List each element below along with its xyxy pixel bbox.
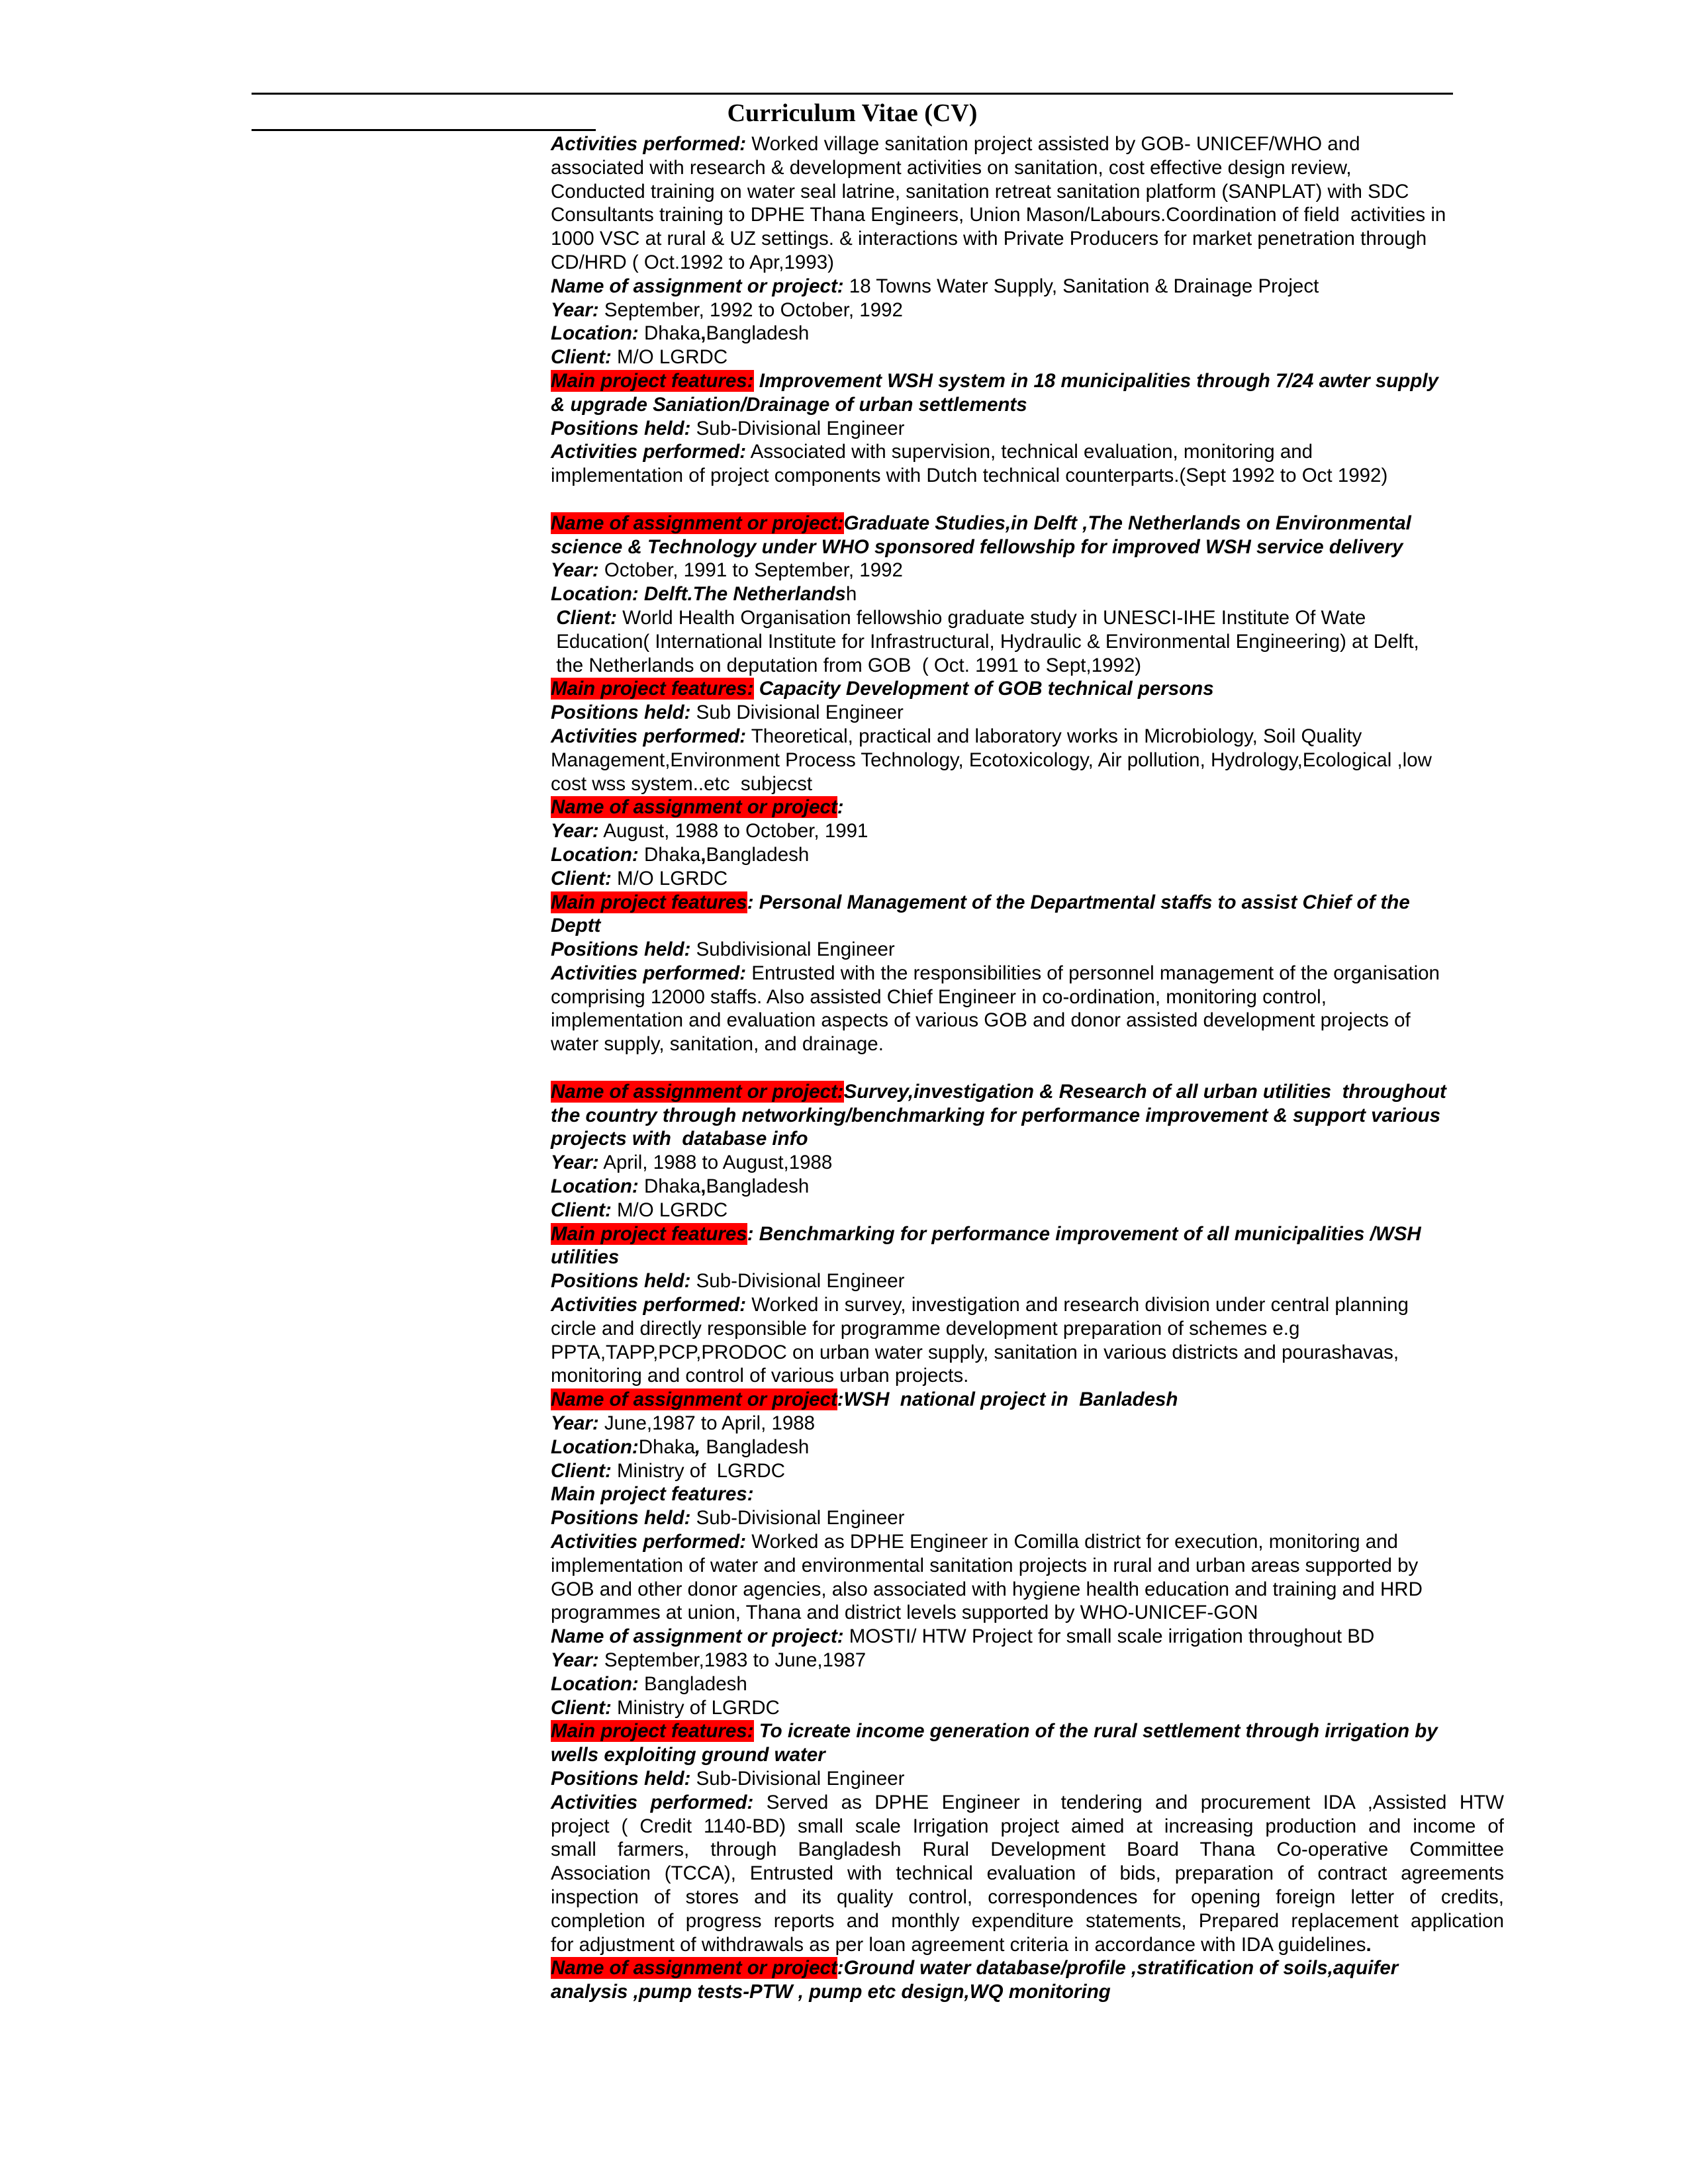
field-label: Location: — [551, 322, 639, 345]
field-value: :Ground water database/profile ,stratification of soils,aquifer — [837, 1957, 1399, 1979]
text-line — [551, 677, 1504, 701]
text-line: the country through networking/benchmarking for performance improvement & support various — [551, 1104, 1441, 1126]
field-value: M/O LGRDC — [611, 346, 728, 369]
text-line — [551, 559, 1504, 582]
field-label: Client: — [551, 1696, 612, 1719]
text-line: associated with research & development activities on sanitation, cost effective design review, — [551, 156, 1352, 179]
text-line — [551, 606, 1504, 630]
field-value: M/O LGRDC — [611, 867, 728, 889]
field-label: Location: Delft.The Netherlands — [551, 583, 846, 606]
spacer — [551, 1056, 1504, 1080]
field-label: Client: — [551, 1199, 612, 1221]
field-label: Activities performed: — [551, 133, 747, 155]
text-line — [551, 891, 1504, 915]
text-line: Conducted training on water seal latrine, sanitation retreat sanitation platform (SANPLAT) with SDC — [551, 180, 1409, 203]
text-line — [551, 867, 1504, 891]
field-label: Year: — [551, 1152, 599, 1174]
text-line: 1000 VSC at rural & UZ settings. & interactions with Private Producers for market penetration through — [551, 228, 1427, 250]
text-line — [551, 369, 1504, 393]
field-value: MOSTI/ HTW Project for small scale irrigation throughout BD — [843, 1625, 1375, 1648]
field-value: October, 1991 to September, 1992 — [598, 559, 903, 582]
field-value: Sub-Divisional Engineer — [690, 1507, 905, 1529]
field-value: Ministry of LGRDC — [611, 1459, 786, 1482]
field-label: Location: — [551, 1672, 639, 1695]
field-label: Name of assignment or project: — [551, 1625, 844, 1648]
text-line: Location: Dhaka,Bangladesh — [551, 1175, 810, 1198]
field-value: To icreate income generation of the rural settlement through irrigation by — [753, 1720, 1438, 1743]
text-line — [551, 1625, 1504, 1649]
text-line — [551, 1080, 1504, 1104]
colon: : — [837, 796, 844, 819]
field-value: Bangladesh — [706, 843, 810, 866]
field-value: Dhaka — [638, 1435, 696, 1458]
text-line: small farmers, through Bangladesh Rural Development Board Thana Co-operative Committee — [551, 1839, 1504, 1861]
field-value: for adjustment of withdrawals as per loan agreement criteria in accordance with IDA guidelines — [551, 1933, 1366, 1956]
text-line — [551, 512, 1504, 535]
field-label: Activities performed: — [551, 1294, 747, 1316]
text-line — [551, 796, 1504, 819]
text-line: project ( Credit 1140-BD) small scale Irrigation project aimed at increasing production and income of — [551, 1815, 1504, 1837]
field-label: Client: — [551, 346, 612, 369]
field-value: World Health Organisation fellowshio graduate study in UNESCI-IHE Institute Of Wate — [616, 606, 1366, 629]
field-value: Worked village sanitation project assisted by GOB- UNICEF/WHO and — [746, 133, 1360, 155]
text-line: implementation of project components with Dutch technical counterparts.(Sept 1992 to Oct 1992) — [551, 465, 1388, 487]
text-line — [551, 1649, 1504, 1672]
text-line: utilities — [551, 1246, 620, 1269]
text-line — [551, 1956, 1504, 1980]
field-value: Capacity Development of GOB technical persons — [753, 678, 1214, 700]
field-value: Worked in survey, investigation and research division under central planning — [746, 1294, 1409, 1316]
field-value: Bangladesh — [706, 322, 810, 345]
text-line: Location:Dhaka, Bangladesh — [551, 1435, 810, 1458]
field-value: Dhaka — [638, 843, 701, 866]
text-line: Location: Dhaka,Bangladesh — [551, 322, 810, 345]
field-value: Subdivisional Engineer — [690, 938, 895, 961]
text-line — [551, 1269, 1504, 1293]
text-line — [551, 582, 1504, 606]
field-value: M/O LGRDC — [611, 1199, 728, 1221]
cv-body — [551, 132, 1504, 2004]
spacer — [551, 488, 1504, 512]
text-line: inspection of stores and its quality control, correspondences for opening foreign letter of credits, — [551, 1886, 1504, 1908]
text-line: CD/HRD ( Oct.1992 to Apr,1993) — [551, 251, 834, 273]
field-value: Dhaka — [638, 1175, 701, 1198]
text-line — [551, 725, 1504, 749]
text-line — [551, 275, 1504, 298]
field-label: Year: — [551, 559, 599, 582]
field-label: Location: — [551, 1175, 639, 1198]
field-value: Bangladesh — [706, 1175, 810, 1198]
text-line: Consultants training to DPHE Thana Engineers, Union Mason/Labours.Coordination of field activities in — [551, 204, 1446, 226]
field-value: Theoretical, practical and laboratory works in Microbiology, Soil Quality — [746, 725, 1362, 747]
field-label: Client: — [551, 867, 612, 889]
text-line: & upgrade Saniation/Drainage of urban settlements — [551, 393, 1027, 416]
field-value: Worked as DPHE Engineer in Comilla district for execution, monitoring and — [746, 1531, 1398, 1553]
text-line: programmes at union, Thana and district levels supported by WHO-UNICEF-GON — [551, 1602, 1258, 1624]
highlighted-label: Name of assignment or project — [551, 1388, 837, 1411]
text-line — [551, 1791, 1504, 1815]
text-line — [551, 701, 1504, 725]
text-line — [551, 440, 1504, 464]
field-value: Sub-Divisional Engineer — [690, 1270, 905, 1293]
field-label: Location: — [551, 843, 639, 866]
text-line — [551, 962, 1504, 985]
text-line: GOB and other donor agencies, also associated with hygiene health education and training and HRD — [551, 1578, 1423, 1600]
field-value: Ministry of LGRDC — [611, 1696, 780, 1719]
field-value: Sub-Divisional Engineer — [690, 1767, 905, 1790]
text-line: projects with database info — [551, 1128, 808, 1150]
field-label: Activities performed: — [551, 1531, 747, 1553]
text-line: water supply, sanitation, and drainage. — [551, 1033, 884, 1056]
field-label: Client: — [551, 1459, 612, 1482]
text-line — [551, 1222, 1504, 1246]
highlighted-label: Name of assignment or project — [551, 1957, 837, 1979]
text-line — [551, 1767, 1504, 1791]
highlighted-label: Name of assignment or project: — [551, 512, 844, 534]
field-value: September, 1992 to October, 1992 — [598, 298, 903, 321]
text-line — [551, 1388, 1504, 1412]
field-label: Positions held: — [551, 1767, 691, 1790]
text-line — [551, 345, 1504, 369]
text-line — [551, 1696, 1504, 1720]
field-value: Associated with supervision, technical evaluation, monitoring and — [746, 441, 1313, 463]
highlighted-label: Main project features — [551, 891, 747, 913]
field-label: Positions held: — [551, 938, 691, 961]
text-line: Association (TCCA), Entrusted with technical evaluation of bids, preparation of contract agreements — [551, 1862, 1504, 1885]
text-line — [551, 1151, 1504, 1175]
field-label: Year: — [551, 1649, 599, 1671]
text-line — [551, 819, 1504, 843]
field-value: August, 1988 to October, 1991 — [598, 820, 868, 842]
text-line — [551, 938, 1504, 962]
field-value: Sub-Divisional Engineer — [690, 417, 905, 439]
text-line: implementation of water and environmental sanitation projects in rural and urban areas supported by — [551, 1554, 1419, 1576]
title-underline-rule — [252, 129, 596, 131]
text-line: wells exploiting ground water — [551, 1744, 825, 1766]
field-label: Positions held: — [551, 1270, 691, 1293]
field-value: h — [845, 583, 857, 606]
field-value: April, 1988 to August,1988 — [598, 1152, 833, 1174]
field-value: Survey,investigation & Research of all urban utilities throughout — [843, 1080, 1446, 1103]
text-line — [551, 1719, 1504, 1743]
text-line: Location: Dhaka,Bangladesh — [551, 843, 810, 866]
highlighted-label: Main project features — [551, 1222, 747, 1245]
highlighted-label: Main project features: — [551, 1720, 754, 1743]
field-label: Name of assignment or project: — [551, 275, 844, 297]
page-title: Curriculum Vitae (CV) — [727, 99, 978, 127]
field-label: Location: — [551, 1435, 639, 1458]
field-value: June,1987 to April, 1988 — [598, 1412, 816, 1435]
text-line — [551, 1506, 1504, 1530]
field-value: 18 Towns Water Supply, Sanitation & Drainage Project — [843, 275, 1319, 297]
field-label: Activities performed: — [551, 962, 747, 984]
field-value: Served as DPHE Engineer in tendering and procurement IDA ,Assisted HTW — [753, 1791, 1505, 1813]
field-label: Positions held: — [551, 417, 691, 439]
field-label: Main project features: — [551, 1483, 754, 1506]
text-line: Deptt — [551, 915, 601, 937]
text-line — [551, 1293, 1504, 1317]
field-value: Bangladesh — [638, 1672, 747, 1695]
highlighted-label: Main project features: — [551, 369, 754, 392]
field-value: September,1983 to June,1987 — [598, 1649, 867, 1671]
text-line — [551, 1459, 1504, 1483]
text-line: comprising 12000 staffs. Also assisted Chief Engineer in co-ordination, monitoring control, — [551, 985, 1327, 1008]
field-label: Year: — [551, 298, 599, 321]
field-label: Year: — [551, 1412, 599, 1435]
field-value: Sub Divisional Engineer — [690, 702, 904, 724]
text-line: analysis ,pump tests-PTW , pump etc design,WQ monitoring — [551, 1981, 1111, 2003]
text-line: monitoring and control of various urban projects. — [551, 1365, 969, 1387]
text-line — [551, 298, 1504, 322]
field-label: Positions held: — [551, 702, 691, 724]
text-line — [551, 1199, 1504, 1222]
field-label: Activities performed: — [551, 1791, 754, 1813]
field-label — [551, 607, 617, 629]
field-label: Year: — [551, 820, 599, 842]
text-line — [551, 132, 1504, 156]
field-value: Bangladesh — [700, 1435, 810, 1458]
text-line: Management,Environment Process Technology, Ecotoxicology, Air pollution, Hydrology,Ecological ,low — [551, 749, 1432, 771]
text-line — [551, 1672, 1504, 1696]
field-label-text: Client: — [556, 606, 617, 629]
field-value: Dhaka — [638, 322, 701, 345]
text-line — [551, 1412, 1504, 1435]
text-line — [551, 1482, 1504, 1506]
highlighted-label: Name of assignment or project — [551, 796, 837, 819]
text-line: completion of progress reports and monthly expenditure statements, Prepared replacement application — [551, 1909, 1504, 1932]
text-line: implementation and evaluation aspects of various GOB and donor assisted development projects of — [551, 1009, 1411, 1032]
text-line: science & Technology under WHO sponsored fellowship for improved WSH service delivery — [551, 535, 1403, 558]
text-line: circle and directly responsible for programme development preparation of schemes e.g — [551, 1317, 1300, 1340]
text-line: cost wss system..etc subjecst — [551, 772, 813, 795]
top-rule — [252, 93, 1453, 95]
text-line: the Netherlands on deputation from GOB ( Oct. 1991 to Sept,1992) — [551, 654, 1142, 676]
text-line — [551, 417, 1504, 441]
field-value: : Personal Management of the Departmental staffs to assist Chief of the — [747, 891, 1410, 913]
text-line: PPTA,TAPP,PCP,PRODOC on urban water supply, sanitation in various districts and pourashavas, — [551, 1341, 1399, 1363]
field-label: Positions held: — [551, 1507, 691, 1529]
text-line: Education( International Institute for Infrastructural, Hydraulic & Environmental Engineering) at Delft, — [551, 630, 1419, 653]
highlighted-label: Name of assignment or project: — [551, 1080, 844, 1103]
field-value: :WSH national project in Banladesh — [837, 1388, 1178, 1411]
field-label: Activities performed: — [551, 441, 747, 463]
text-line — [551, 1530, 1504, 1554]
field-label: Activities performed: — [551, 725, 747, 747]
highlighted-label: Main project features: — [551, 678, 754, 700]
field-value: : Benchmarking for performance improvement of all municipalities /WSH — [747, 1222, 1421, 1245]
field-value: Improvement WSH system in 18 municipalities through 7/24 awter supply — [753, 369, 1438, 392]
field-value: Entrusted with the responsibilities of personnel management of the organisation — [746, 962, 1440, 984]
text-line — [551, 1933, 1504, 1957]
period: . — [1366, 1933, 1372, 1956]
field-value: Graduate Studies,in Delft ,The Netherlands on Environmental — [843, 512, 1411, 534]
